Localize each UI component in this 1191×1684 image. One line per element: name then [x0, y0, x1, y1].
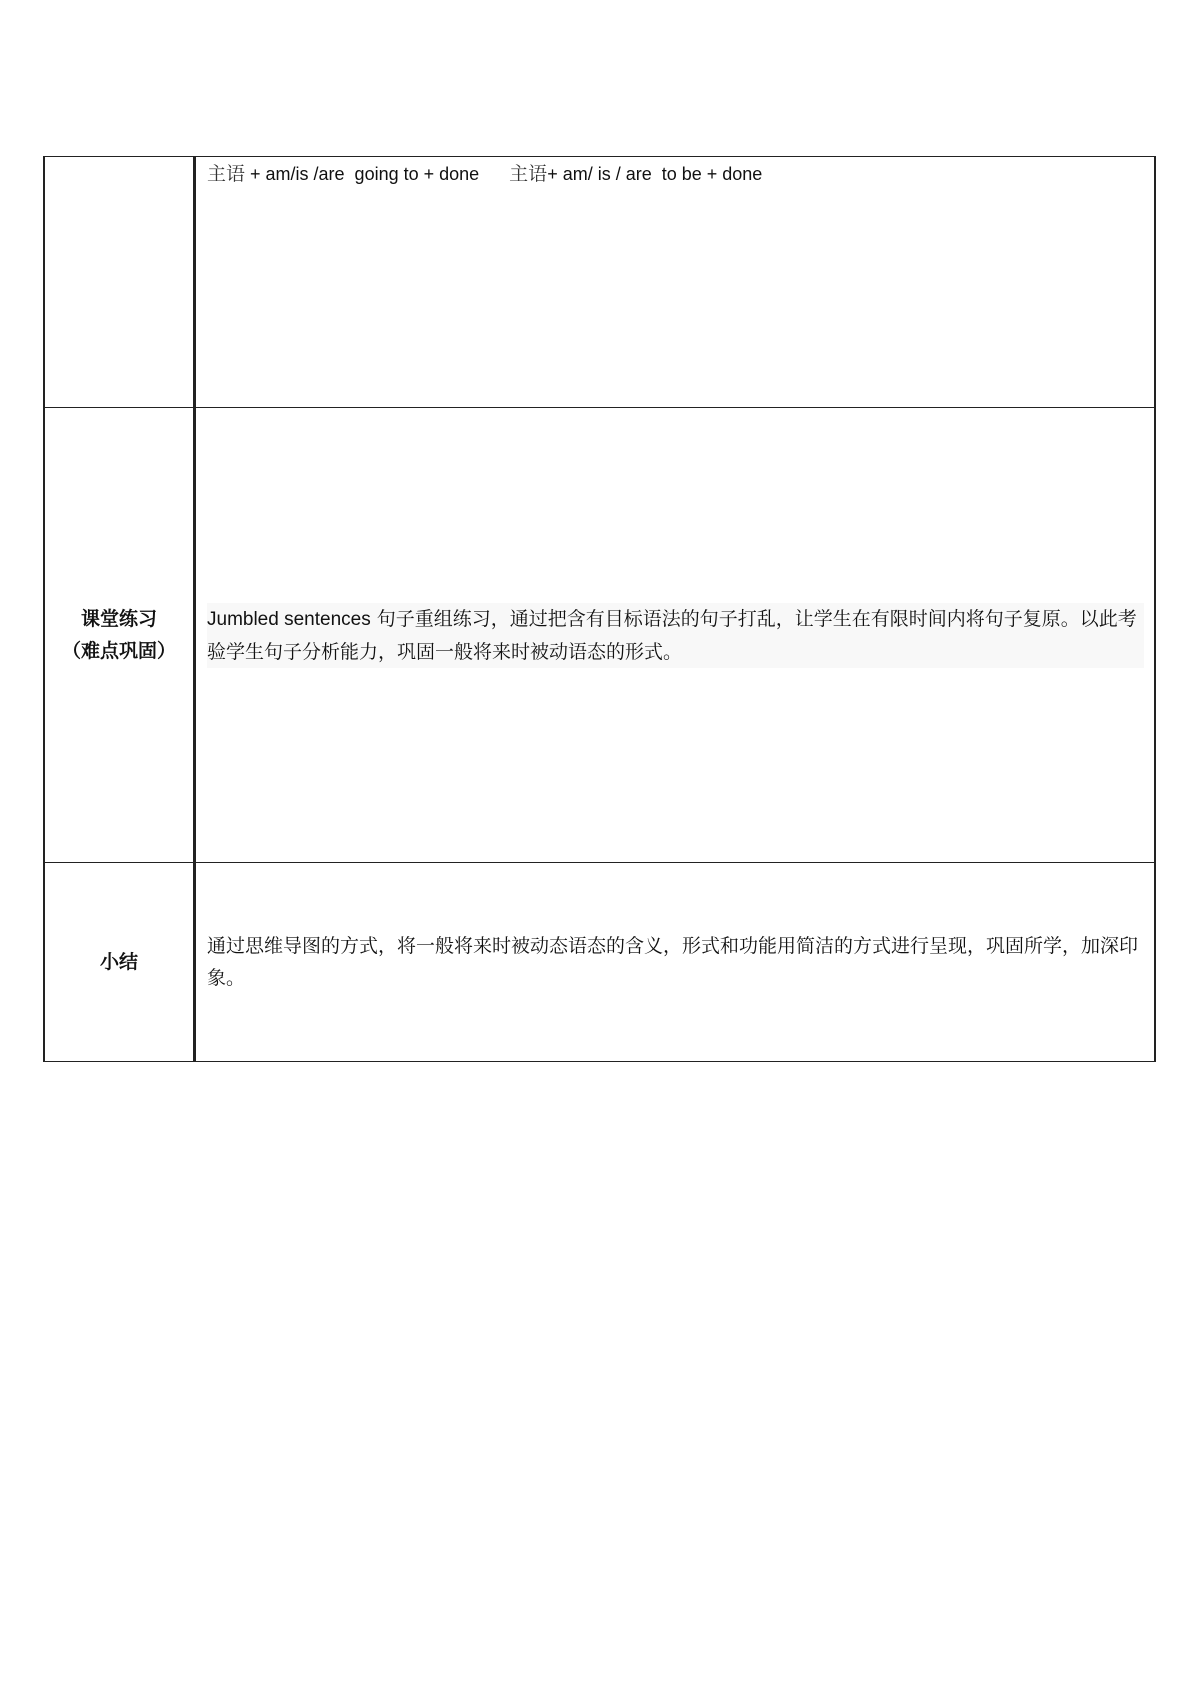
table-row — [44, 408, 1155, 863]
formula-b-subject: 主语 — [509, 163, 548, 185]
summary-content-cell — [195, 863, 1156, 1062]
row-label-empty — [44, 157, 195, 408]
label-line-1: 课堂练习 — [80, 608, 157, 630]
table-row — [44, 863, 1155, 1062]
summary-text: 通过思维导图的方式，将一般将来时被动态语态的含义，形式和功能用简洁的方式进行呈现，巩固所学，加深印象。 — [207, 935, 1139, 989]
formula-b-rest: + am/ is / are to be + done — [547, 164, 763, 184]
formula-cell — [195, 157, 1156, 408]
formula-line — [207, 157, 1144, 191]
row-label-summary: 小结 — [44, 863, 195, 1062]
formula-a-rest: + am/is /are going to + done — [245, 164, 480, 184]
lesson-plan-table — [43, 156, 1156, 1062]
formula-a-subject: 主语 — [207, 163, 246, 185]
row-label-classroom-practice — [44, 408, 195, 863]
label-line-2: （难点巩固） — [61, 640, 176, 662]
practice-description — [207, 603, 1144, 668]
practice-text-zh: 句子重组练习，通过把含有目标语法的句子打乱，让学生在有限时间内将句子复原。以此考验学生句子分析能力，巩固一般将来时被动语态的形式。 — [207, 607, 1137, 663]
practice-title-en: Jumbled sentences — [207, 608, 371, 630]
table-row — [44, 157, 1155, 408]
practice-content-cell — [195, 408, 1156, 863]
